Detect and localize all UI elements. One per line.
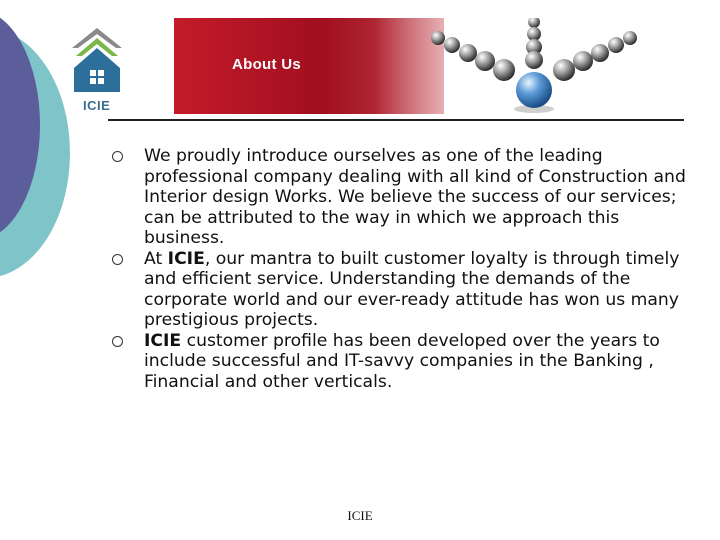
bullet-text	[144, 146, 692, 249]
bullet-item	[112, 146, 692, 249]
bullet-text	[144, 249, 692, 331]
company-name-bold: ICIE	[144, 330, 182, 351]
bullet-circle-icon	[112, 151, 123, 162]
bullet-circle-icon	[112, 336, 123, 347]
bullet-item	[112, 331, 692, 393]
bullet-item	[112, 249, 692, 331]
bullet-text-span: At	[144, 248, 168, 269]
company-name-bold: ICIE	[167, 248, 205, 269]
footer-text: ICIE	[347, 508, 373, 523]
header-divider	[108, 119, 684, 121]
bullet-text-span: customer profile has been developed over the years to include successful and IT-savvy companies in the Banking , Financial and other verticals.	[144, 330, 660, 392]
spheres-arrow-graphic	[414, 18, 642, 114]
bullet-circle-icon	[112, 254, 123, 265]
banner-title: About Us	[232, 56, 302, 73]
bullet-text-span: , our mantra to built customer loyalty is through timely and efficient service. Understanding the demands of the corporate world and our ever-ready attitude has won us many prestigious projects.	[144, 248, 680, 330]
about-banner	[174, 18, 642, 114]
bullet-text-span: We proudly introduce ourselves as one of the leading professional company dealing with all kind of Construction and Interior design Works. We believe the success of our services; can be attributed to the way in which we approach this business.	[144, 146, 686, 248]
logo-text: ICIE	[83, 98, 111, 113]
bullet-text	[144, 331, 692, 393]
about-bullets	[112, 146, 692, 392]
house-logo-icon	[66, 26, 128, 98]
